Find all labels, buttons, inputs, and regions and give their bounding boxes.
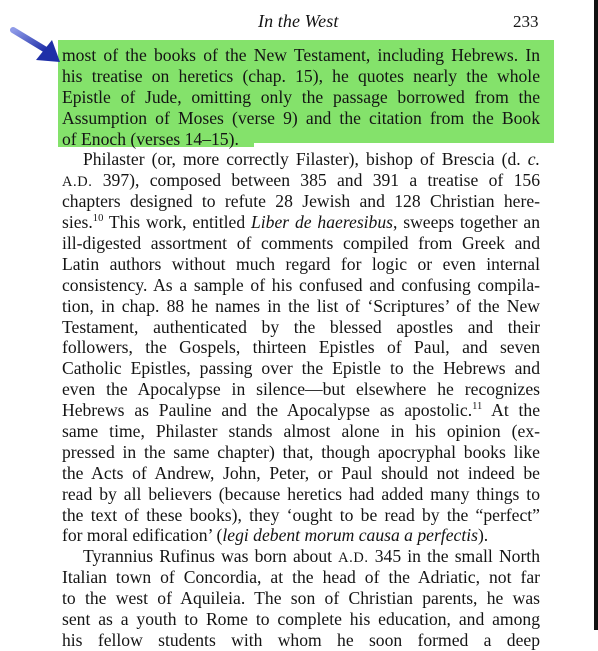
text-fragment: 345 in the small North [368,546,540,567]
text-fragment: At the [482,400,540,421]
text-fragment: Tyrannius Rufinus was born about [83,546,339,567]
latin-phrase: legi debent morum causa a perfectis [222,525,478,546]
text-line: same time, Philaster stands almost alone in his opinion (ex- [62,421,540,442]
text-line [62,170,540,191]
text-line: consistency. As a sample of his confused and confusing compila- [62,274,540,295]
era-abbreviation: A.D. [62,174,93,191]
text-line: tion, in chap. 88 he names in the list of ‘Scriptures’ of the New [62,295,540,316]
text-line [62,212,540,233]
text-fragment: sies. [62,212,93,233]
running-head: In the West [258,11,339,31]
text-line: Catholic Epistles, passing over the Epistle to the Hebrews and [62,358,540,379]
text-line: Italian town of Concordia, at the head of the Adriatic, not far [62,567,540,588]
era-abbreviation: A.D. [338,550,369,567]
text-fragment: This work, entitled [103,212,251,233]
text-line [62,400,540,421]
text-line: even the Apocalypse in silence—but elsewhere he recognizes [62,379,540,400]
text-fragment: , sweeps together an [393,212,540,233]
body-text [62,45,540,651]
text-line [62,546,540,567]
footnote-marker: 10 [92,213,104,225]
text-line: of Enoch (verses 14–15). [62,128,239,149]
text-line: Epistle of Jude, omitting only the passage borrowed from the [62,86,540,107]
work-title: Liber de haeresibus [251,212,393,233]
text-line: the Acts of Andrew, John, Peter, or Paul should not indeed be [62,462,540,483]
text-fragment: Hebrews as Pauline and the Apocalypse as apostolic. [62,400,473,421]
circa-abbreviation: c. [527,149,540,170]
text-line: pressed in the same chapter) that, though apocryphal books like [62,441,540,462]
text-line: the text of these books), they ‘ought to be read by the “perfect” [62,504,540,525]
footnote-marker: 11 [472,401,483,413]
text-line: chapters designed to refute 28 Jewish and 128 Christian here- [62,191,540,212]
text-line: Assumption of Moses (verse 9) and the citation from the Book [62,107,540,128]
text-line: his treatise on heretics (chap. 15), he quotes nearly the whole [62,65,540,86]
text-line-plain: Philaster (or, more correctly Filaster), bishop of Brescia (d. c. [83,149,540,170]
text-line: Latin authors without much regard for logic or even internal [62,253,540,274]
page-header [0,11,598,35]
text-line: most of the books of the New Testament, including Hebrews. In [62,45,540,65]
text-line: read by all believers (because heretics had added many things to [62,483,540,504]
text-fragment: for moral edification’ ( [62,525,223,546]
text-line: followers, the Gospels, thirteen Epistles of Paul, and seven [62,337,540,358]
text-line: Testament, authenticated by the blessed apostles and their [62,316,540,337]
text-line: sent as a youth to Rome to complete his education, and among [62,609,540,630]
text-line [62,525,540,546]
page-edge-rule [594,0,598,630]
text-fragment: ). [477,525,489,546]
text-fragment: 397), composed between 385 and 391 a treatise of 156 [92,170,540,191]
text-line: to the west of Aquileia. The son of Christian parents, he was [62,588,540,609]
text-line: his fellow students with whom he soon formed a deep [62,629,540,650]
text-line: ill-digested assortment of comments compiled from Greek and [62,233,540,254]
arrow-down-right-icon [10,26,70,68]
text-line [62,149,540,170]
page-number: 233 [513,12,539,31]
